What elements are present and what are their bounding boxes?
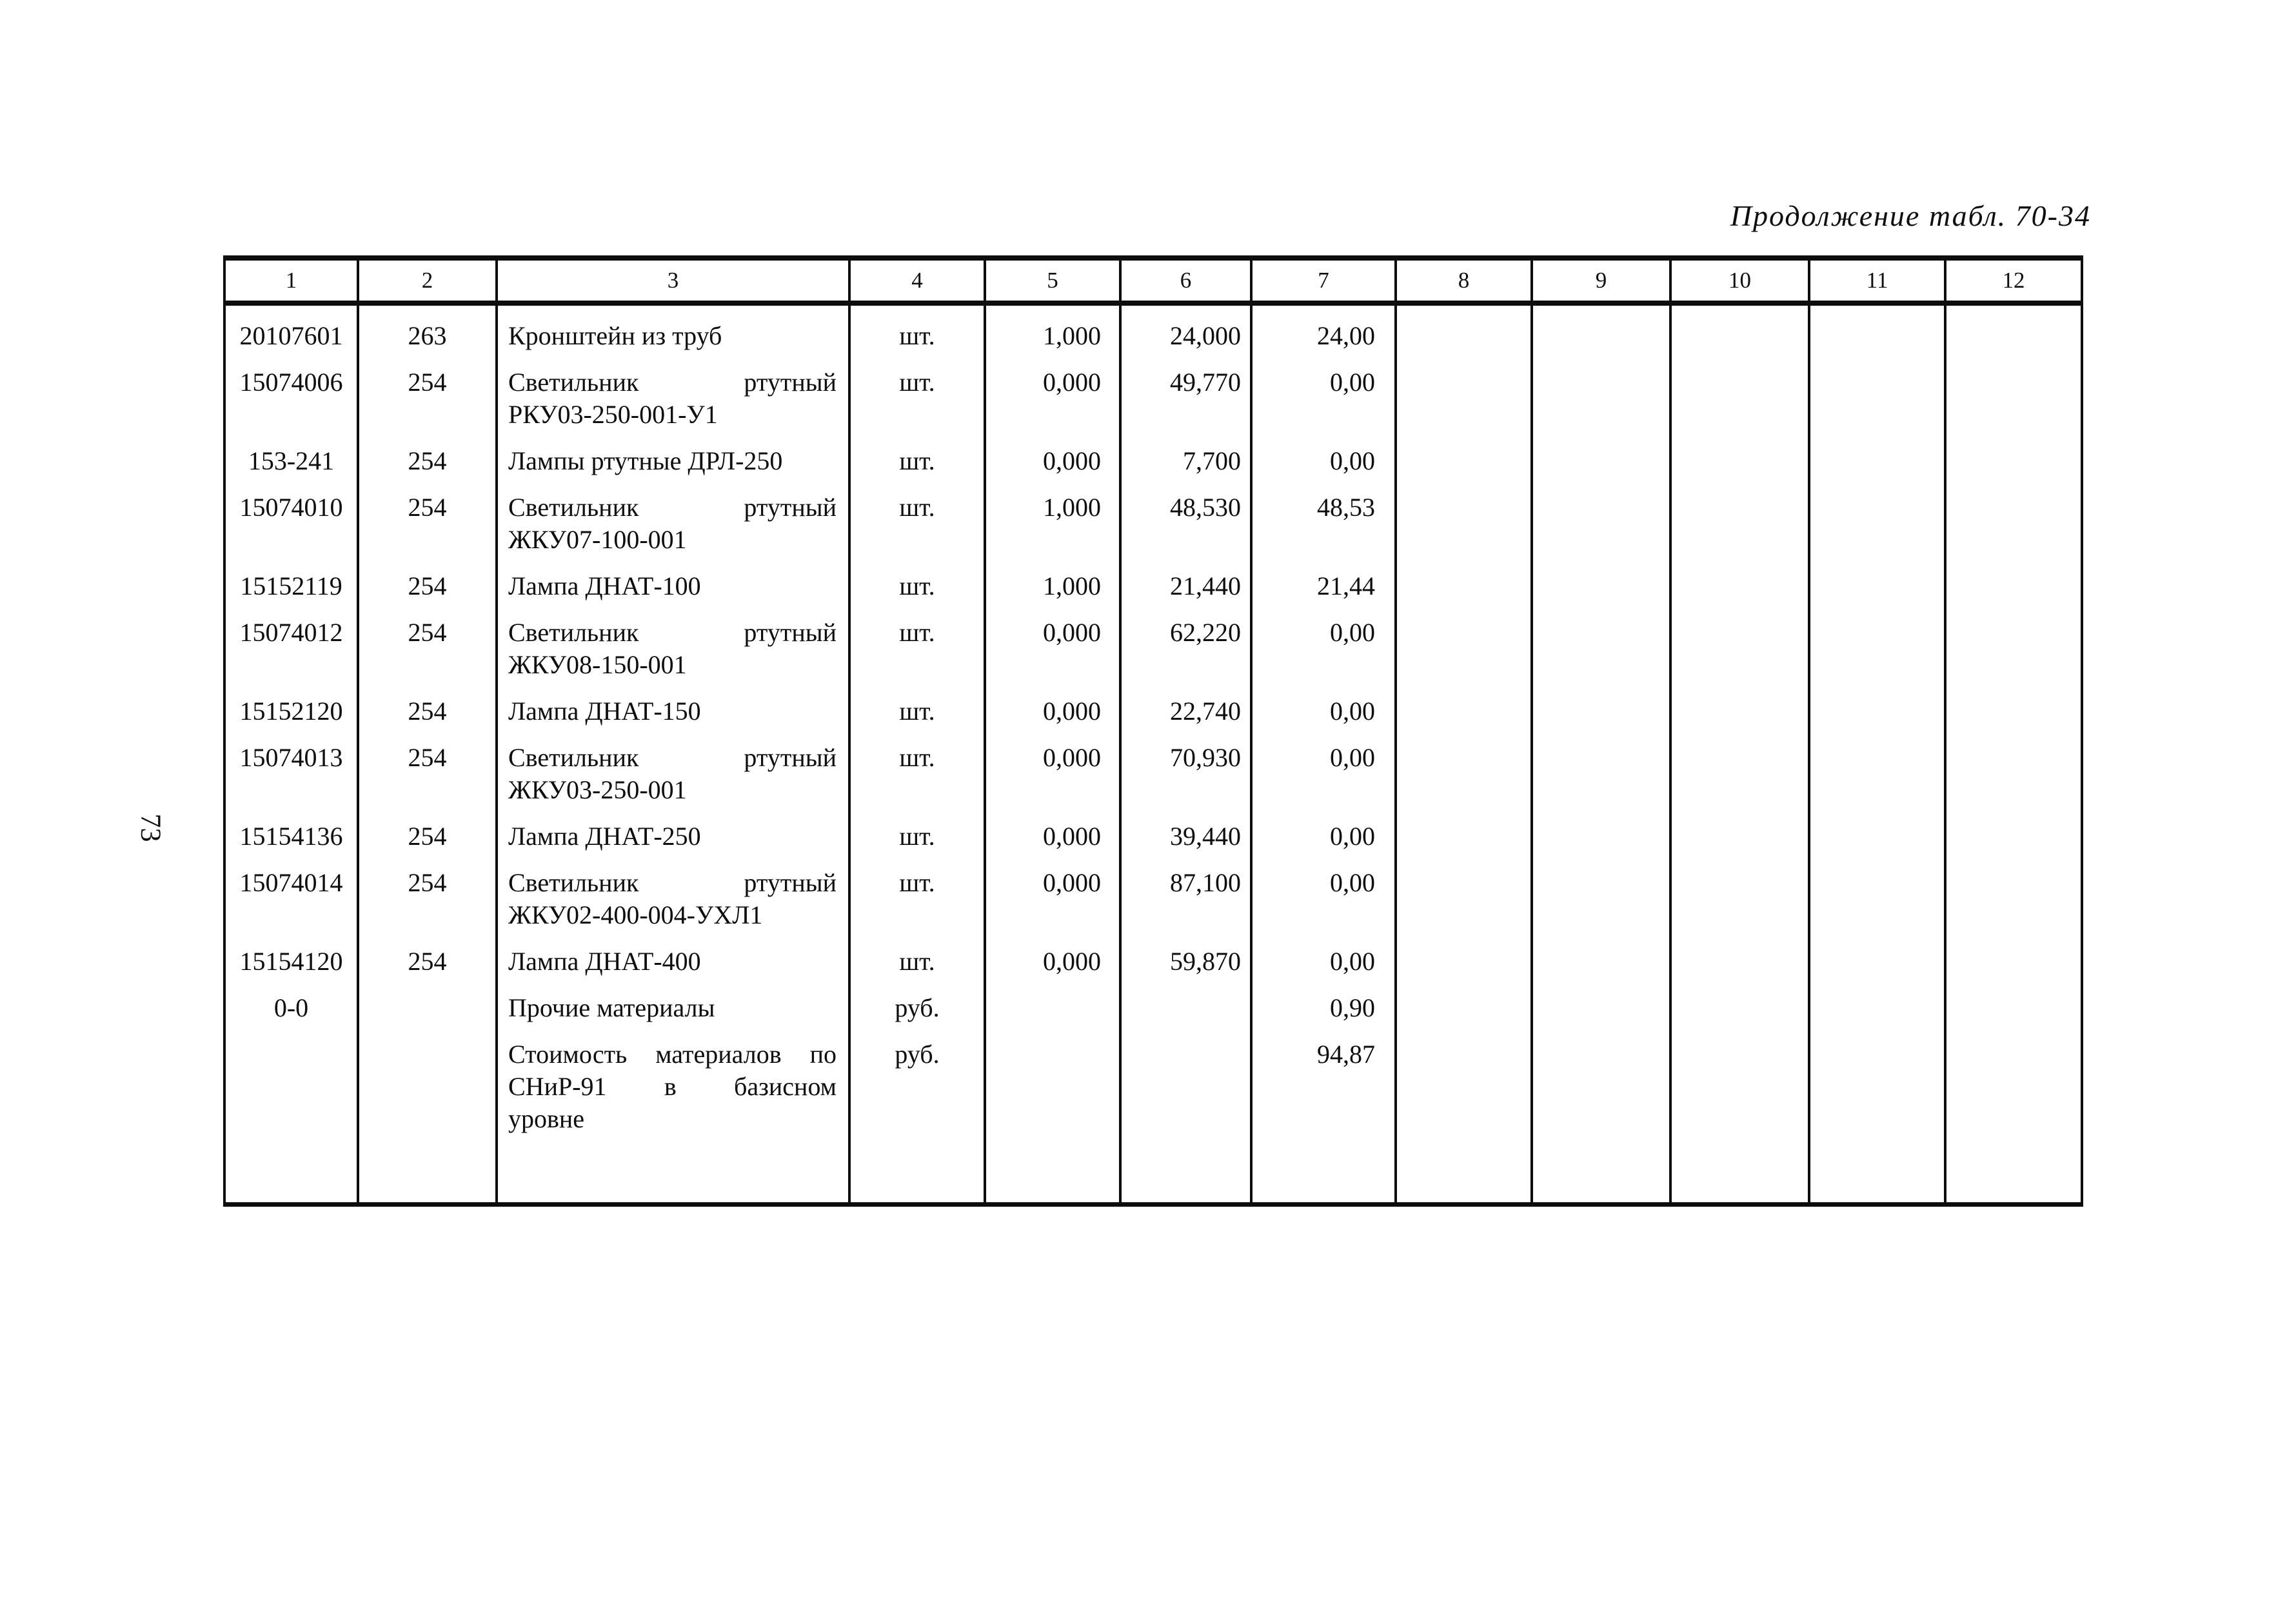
empty-cell xyxy=(1532,681,1670,728)
group-cell: 254 xyxy=(358,477,497,556)
unit-cell: шт. xyxy=(849,853,985,931)
total-cell: 0,00 xyxy=(1251,681,1396,728)
code-cell: 15074012 xyxy=(224,602,358,681)
empty-cell xyxy=(1670,681,1809,728)
table-row xyxy=(224,431,2082,477)
empty-cell xyxy=(1945,806,2082,853)
empty-cell xyxy=(1809,602,1945,681)
material-name-line: Лампа ДНАТ-150 xyxy=(508,697,701,726)
empty-cell xyxy=(1396,602,1532,681)
group-cell: 254 xyxy=(358,681,497,728)
column-number-1: 1 xyxy=(224,258,358,303)
column-number-3: 3 xyxy=(497,258,849,303)
empty-cell xyxy=(1809,431,1945,477)
price-cell: 21,440 xyxy=(1120,556,1251,602)
empty-cell xyxy=(1809,352,1945,431)
empty-cell xyxy=(1945,602,2082,681)
material-name-line: Светильник ртутный xyxy=(508,618,837,647)
column-number-8: 8 xyxy=(1396,258,1532,303)
material-name-line: уровне xyxy=(508,1104,585,1133)
table-row xyxy=(224,477,2082,556)
code-cell: 15152120 xyxy=(224,681,358,728)
empty-cell xyxy=(1532,477,1670,556)
material-name-line: СНиР-91 в базисном xyxy=(508,1072,837,1101)
total-cell: 48,53 xyxy=(1251,477,1396,556)
empty-cell xyxy=(1670,853,1809,931)
code-cell: 153-241 xyxy=(224,431,358,477)
quantity-cell xyxy=(985,978,1120,1024)
code-cell: 15154120 xyxy=(224,931,358,978)
empty-cell xyxy=(1396,806,1532,853)
name-cell xyxy=(497,978,849,1024)
material-name-line: ЖКУ07-100-001 xyxy=(508,525,687,554)
material-name-line: Кронштейн из труб xyxy=(508,321,722,350)
name-cell xyxy=(497,728,849,806)
empty-cell xyxy=(1396,853,1532,931)
empty-cell xyxy=(1945,556,2082,602)
price-cell xyxy=(1120,1024,1251,1135)
empty-cell xyxy=(1670,931,1809,978)
table-row xyxy=(224,978,2082,1024)
unit-cell: шт. xyxy=(849,477,985,556)
code-cell: 15074013 xyxy=(224,728,358,806)
empty-cell xyxy=(1809,681,1945,728)
name-cell xyxy=(497,681,849,728)
material-name-line: Светильник ртутный xyxy=(508,743,837,772)
empty-cell xyxy=(1396,931,1532,978)
empty-cell xyxy=(1945,352,2082,431)
code-cell: 0-0 xyxy=(224,978,358,1024)
empty-cell xyxy=(849,1135,985,1205)
empty-cell xyxy=(1532,931,1670,978)
total-cell: 0,90 xyxy=(1251,978,1396,1024)
quantity-cell: 1,000 xyxy=(985,477,1120,556)
empty-cell xyxy=(1945,1135,2082,1205)
price-cell xyxy=(1120,978,1251,1024)
material-name-line: Лампа ДНАТ-100 xyxy=(508,571,701,600)
code-cell: 15154136 xyxy=(224,806,358,853)
empty-cell xyxy=(1396,681,1532,728)
table-row xyxy=(224,303,2082,352)
total-cell: 21,44 xyxy=(1251,556,1396,602)
column-number-2: 2 xyxy=(358,258,497,303)
material-name-line: Светильник ртутный xyxy=(508,868,837,897)
empty-cell xyxy=(1396,431,1532,477)
group-cell: 254 xyxy=(358,806,497,853)
empty-cell xyxy=(1945,853,2082,931)
quantity-cell: 0,000 xyxy=(985,853,1120,931)
empty-cell xyxy=(1670,556,1809,602)
code-cell: 15152119 xyxy=(224,556,358,602)
column-number-10: 10 xyxy=(1670,258,1809,303)
price-cell: 7,700 xyxy=(1120,431,1251,477)
column-number-12: 12 xyxy=(1945,258,2082,303)
table-row xyxy=(224,853,2082,931)
empty-cell xyxy=(1670,602,1809,681)
material-name-line: Лампа ДНАТ-400 xyxy=(508,947,701,976)
unit-cell: шт. xyxy=(849,352,985,431)
empty-cell xyxy=(1809,806,1945,853)
price-cell: 49,770 xyxy=(1120,352,1251,431)
column-number-11: 11 xyxy=(1809,258,1945,303)
price-cell: 59,870 xyxy=(1120,931,1251,978)
empty-cell xyxy=(1945,978,2082,1024)
empty-cell xyxy=(1532,1024,1670,1135)
empty-cell xyxy=(1532,978,1670,1024)
group-cell: 254 xyxy=(358,431,497,477)
empty-cell xyxy=(1945,931,2082,978)
price-cell: 39,440 xyxy=(1120,806,1251,853)
code-cell xyxy=(224,1024,358,1135)
total-cell: 0,00 xyxy=(1251,431,1396,477)
group-cell xyxy=(358,1024,497,1135)
unit-cell: руб. xyxy=(849,1024,985,1135)
name-cell xyxy=(497,556,849,602)
quantity-cell: 0,000 xyxy=(985,602,1120,681)
price-cell: 87,100 xyxy=(1120,853,1251,931)
price-cell: 62,220 xyxy=(1120,602,1251,681)
price-cell: 70,930 xyxy=(1120,728,1251,806)
empty-cell xyxy=(1532,556,1670,602)
column-number-9: 9 xyxy=(1532,258,1670,303)
group-cell: 254 xyxy=(358,931,497,978)
total-cell: 0,00 xyxy=(1251,728,1396,806)
material-name-line: Стоимость материалов по xyxy=(508,1040,837,1069)
column-number-6: 6 xyxy=(1120,258,1251,303)
empty-cell xyxy=(1809,728,1945,806)
total-cell: 0,00 xyxy=(1251,602,1396,681)
total-cell: 0,00 xyxy=(1251,806,1396,853)
total-cell: 24,00 xyxy=(1251,303,1396,352)
name-cell xyxy=(497,602,849,681)
empty-cell xyxy=(1396,352,1532,431)
table-header-row xyxy=(224,258,2082,303)
empty-cell xyxy=(1945,303,2082,352)
material-name-line: ЖКУ08-150-001 xyxy=(508,650,687,679)
empty-cell xyxy=(1809,853,1945,931)
group-cell: 263 xyxy=(358,303,497,352)
name-cell xyxy=(497,431,849,477)
quantity-cell: 0,000 xyxy=(985,728,1120,806)
empty-cell xyxy=(1396,1024,1532,1135)
name-cell xyxy=(497,853,849,931)
empty-cell xyxy=(1945,728,2082,806)
empty-cell xyxy=(985,1135,1120,1205)
name-cell xyxy=(497,303,849,352)
code-cell: 15074014 xyxy=(224,853,358,931)
quantity-cell: 0,000 xyxy=(985,681,1120,728)
group-cell xyxy=(358,978,497,1024)
material-name-line: Светильник ртутный xyxy=(508,493,837,522)
empty-cell xyxy=(1809,1024,1945,1135)
unit-cell: шт. xyxy=(849,431,985,477)
empty-cell xyxy=(1396,477,1532,556)
quantity-cell: 0,000 xyxy=(985,931,1120,978)
empty-cell xyxy=(224,1135,358,1205)
total-cell: 0,00 xyxy=(1251,352,1396,431)
empty-cell xyxy=(1532,431,1670,477)
material-name-line: Лампа ДНАТ-250 xyxy=(508,822,701,851)
empty-cell xyxy=(1251,1135,1396,1205)
quantity-cell: 0,000 xyxy=(985,352,1120,431)
table-body xyxy=(224,303,2082,1205)
page-number-rotated: 73 xyxy=(135,813,167,842)
total-cell: 0,00 xyxy=(1251,853,1396,931)
group-cell: 254 xyxy=(358,556,497,602)
unit-cell: шт. xyxy=(849,806,985,853)
name-cell xyxy=(497,352,849,431)
unit-cell: шт. xyxy=(849,556,985,602)
unit-cell: руб. xyxy=(849,978,985,1024)
empty-cell xyxy=(1945,681,2082,728)
table-row xyxy=(224,602,2082,681)
quantity-cell: 1,000 xyxy=(985,556,1120,602)
empty-cell xyxy=(1532,1135,1670,1205)
empty-cell xyxy=(1670,352,1809,431)
empty-cell xyxy=(1670,303,1809,352)
quantity-cell: 0,000 xyxy=(985,806,1120,853)
continuation-title: Продолжение табл. 70-34 xyxy=(1730,199,2091,232)
empty-cell xyxy=(1670,1135,1809,1205)
group-cell: 254 xyxy=(358,352,497,431)
unit-cell: шт. xyxy=(849,602,985,681)
table-row xyxy=(224,728,2082,806)
table-row xyxy=(224,806,2082,853)
table-row xyxy=(224,352,2082,431)
quantity-cell: 0,000 xyxy=(985,431,1120,477)
empty-cell xyxy=(1396,978,1532,1024)
group-cell: 254 xyxy=(358,728,497,806)
materials-table xyxy=(223,255,2083,1207)
material-name-line: Прочие материалы xyxy=(508,993,715,1022)
code-cell: 15074010 xyxy=(224,477,358,556)
price-cell: 22,740 xyxy=(1120,681,1251,728)
code-cell: 15074006 xyxy=(224,352,358,431)
empty-cell xyxy=(1670,806,1809,853)
material-name-line: ЖКУ03-250-001 xyxy=(508,775,687,804)
material-name-line: Светильник ртутный xyxy=(508,368,837,397)
material-name-line: Лампы ртутные ДРЛ-250 xyxy=(508,446,783,475)
quantity-cell: 1,000 xyxy=(985,303,1120,352)
table-filler-row xyxy=(224,1135,2082,1205)
name-cell xyxy=(497,931,849,978)
empty-cell xyxy=(1670,728,1809,806)
empty-cell xyxy=(1532,806,1670,853)
empty-cell xyxy=(1396,556,1532,602)
empty-cell xyxy=(1670,1024,1809,1135)
empty-cell xyxy=(1670,477,1809,556)
unit-cell: шт. xyxy=(849,728,985,806)
empty-cell xyxy=(1809,1135,1945,1205)
unit-cell: шт. xyxy=(849,681,985,728)
table-row xyxy=(224,681,2082,728)
column-number-7: 7 xyxy=(1251,258,1396,303)
unit-cell: шт. xyxy=(849,303,985,352)
table-row xyxy=(224,931,2082,978)
price-cell: 48,530 xyxy=(1120,477,1251,556)
empty-cell xyxy=(497,1135,849,1205)
group-cell: 254 xyxy=(358,602,497,681)
price-cell: 24,000 xyxy=(1120,303,1251,352)
total-cell: 94,87 xyxy=(1251,1024,1396,1135)
empty-cell xyxy=(1396,1135,1532,1205)
table-row xyxy=(224,1024,2082,1135)
name-cell xyxy=(497,806,849,853)
empty-cell xyxy=(1945,477,2082,556)
name-cell xyxy=(497,1024,849,1135)
empty-cell xyxy=(1396,728,1532,806)
empty-cell xyxy=(1809,978,1945,1024)
empty-cell xyxy=(1532,728,1670,806)
empty-cell xyxy=(1670,431,1809,477)
table-row xyxy=(224,556,2082,602)
empty-cell xyxy=(1945,431,2082,477)
material-name-line: РКУ03-250-001-У1 xyxy=(508,400,718,429)
unit-cell: шт. xyxy=(849,931,985,978)
column-number-5: 5 xyxy=(985,258,1120,303)
empty-cell xyxy=(1532,303,1670,352)
name-cell xyxy=(497,477,849,556)
column-number-4: 4 xyxy=(849,258,985,303)
empty-cell xyxy=(1532,853,1670,931)
group-cell: 254 xyxy=(358,853,497,931)
empty-cell xyxy=(1809,931,1945,978)
empty-cell xyxy=(1532,352,1670,431)
empty-cell xyxy=(1670,978,1809,1024)
empty-cell xyxy=(1945,1024,2082,1135)
empty-cell xyxy=(1809,303,1945,352)
material-name-line: ЖКУ02-400-004-УХЛ1 xyxy=(508,900,763,929)
empty-cell xyxy=(1809,556,1945,602)
total-cell: 0,00 xyxy=(1251,931,1396,978)
empty-cell xyxy=(1809,477,1945,556)
code-cell: 20107601 xyxy=(224,303,358,352)
empty-cell xyxy=(1532,602,1670,681)
empty-cell xyxy=(358,1135,497,1205)
quantity-cell xyxy=(985,1024,1120,1135)
empty-cell xyxy=(1396,303,1532,352)
empty-cell xyxy=(1120,1135,1251,1205)
